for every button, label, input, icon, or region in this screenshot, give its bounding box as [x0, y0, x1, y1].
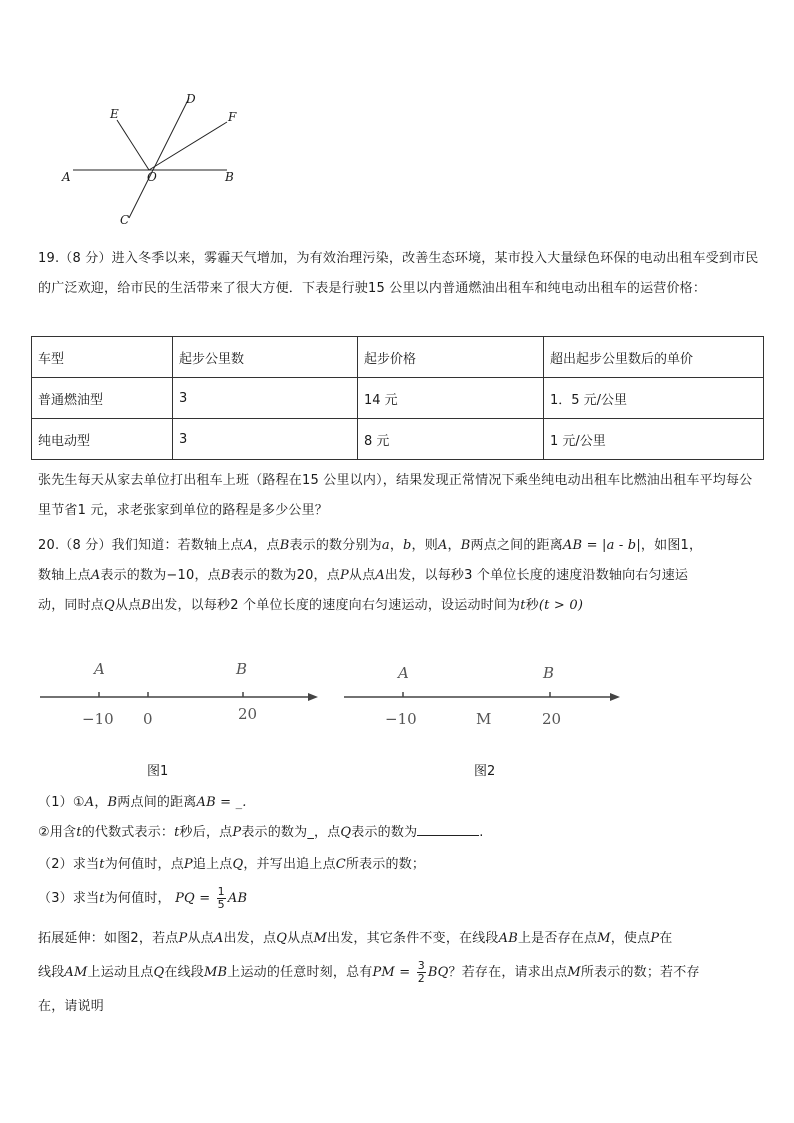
- q20-extension: 拓展延伸：如图2，若点P从点A出发，点Q从点M出发，其它条件不变，在线段AB上是否存在点M，使点P在 线段AM上运动且点Q在线段MB上运动的任意时刻，总有PM = $\frac{3}{2}$ BQ？若存在，请求出点M所表示的数；若不存 在，请说明: [38, 931, 700, 1014]
- fig2-tick-label: M: [476, 710, 492, 728]
- fig1-point-A: A: [94, 660, 105, 678]
- label-B: B: [225, 170, 234, 184]
- number-line-fig1: [36, 655, 326, 735]
- q20-sub1-part2: ②用含t的代数式表示：t秒后，点P表示的数为_，点Q表示的数为 .: [38, 818, 760, 848]
- table-cell: 8 元: [358, 419, 544, 460]
- q20-sub3: （3）求当t为何值时， PQ = $\frac{1}{5}$ AB: [38, 885, 248, 911]
- q19-stem: 19.（8 分）进入冬季以来，雾霾天气增加，为有效治理污染，改善生态环境，某市投入大量绿色环保的电动出租车受到市民的广泛欢迎，给市民的生活带来了很大方便．下表是行驶15 公里以内普通燃油出租车和纯电动出租车的运营价格：: [38, 251, 759, 296]
- fraction-one-fifth: $\frac{1}{5}$: [217, 885, 225, 911]
- q20-stem: 20.（8 分）我们知道：若数轴上点A，点B表示的数分别为a，b，则A，B两点之间的距离AB = |a - b|，如图1， 数轴上点A表示的数为−10，点B表示的数为20，点P从点A出发，以每秒3 个单位长度的速度沿数轴向右匀速运 动，同时点Q从点B出发，以每秒2 个单位长度的速度向右匀速运动，设运动时间为t秒(t > 0): [38, 538, 703, 613]
- table-cell: 3: [173, 378, 358, 419]
- ray-OD-OC: [129, 98, 189, 218]
- label-A: A: [62, 170, 71, 184]
- table-cell: 纯电动型: [32, 419, 173, 460]
- ray-OE: [117, 120, 149, 170]
- table-row: [32, 419, 764, 460]
- q20-sub1: （1）①A，B两点间的距离AB = _.: [38, 795, 247, 810]
- table-header-cell: 起步价格: [358, 337, 544, 378]
- table-header-row: [32, 337, 764, 378]
- label-F: F: [228, 110, 237, 124]
- fig2-tick-label: 20: [542, 710, 562, 728]
- fig1-tick-label: 0: [143, 710, 153, 728]
- fig1-point-B: B: [236, 660, 248, 678]
- label-O: O: [147, 170, 157, 184]
- fig2-point-A: A: [398, 664, 409, 682]
- answer-blank: [417, 821, 479, 836]
- axis-arrow-icon: [610, 693, 620, 701]
- table-header-cell: 超出起步公里数后的单价: [544, 337, 764, 378]
- fig2-tick-label: −10: [385, 710, 417, 728]
- table-cell: 普通燃油型: [32, 378, 173, 419]
- fig1-caption: 图1: [147, 764, 169, 779]
- table-header-cell: 起步公里数: [173, 337, 358, 378]
- table-cell: 3: [173, 419, 358, 460]
- fig1-tick-label: 20: [238, 705, 258, 723]
- label-E: E: [110, 107, 119, 121]
- ray-OF: [149, 122, 227, 170]
- table-header-cell: 车型: [32, 337, 173, 378]
- label-C: C: [120, 213, 130, 227]
- q19-question: 张先生每天从家去单位打出租车上班（路程在15 公里以内），结果发现正常情况下乘坐纯电动出租车比燃油出租车平均每公里节省1 元，求老张家到单位的路程是多少公里？: [38, 473, 753, 518]
- angle-figure: [55, 90, 255, 230]
- q20-sub2: （2）求当t为何值时，点P追上点Q，并写出追上点C所表示的数；: [38, 857, 426, 872]
- fraction-three-halves: $\frac{3}{2}$: [417, 959, 425, 985]
- fig2-point-B: B: [543, 664, 555, 682]
- table-cell: 1．5 元/公里: [544, 378, 764, 419]
- table-cell: 14 元: [358, 378, 544, 419]
- label-D: D: [186, 92, 196, 106]
- fare-table: [31, 336, 764, 460]
- table-row: [32, 378, 764, 419]
- formula-ab: AB = |a - b|: [562, 538, 641, 553]
- table-cell: 1 元/公里: [544, 419, 764, 460]
- fig2-caption: 图2: [474, 764, 496, 779]
- axis-arrow-icon: [308, 693, 318, 701]
- fig1-tick-label: −10: [82, 710, 114, 728]
